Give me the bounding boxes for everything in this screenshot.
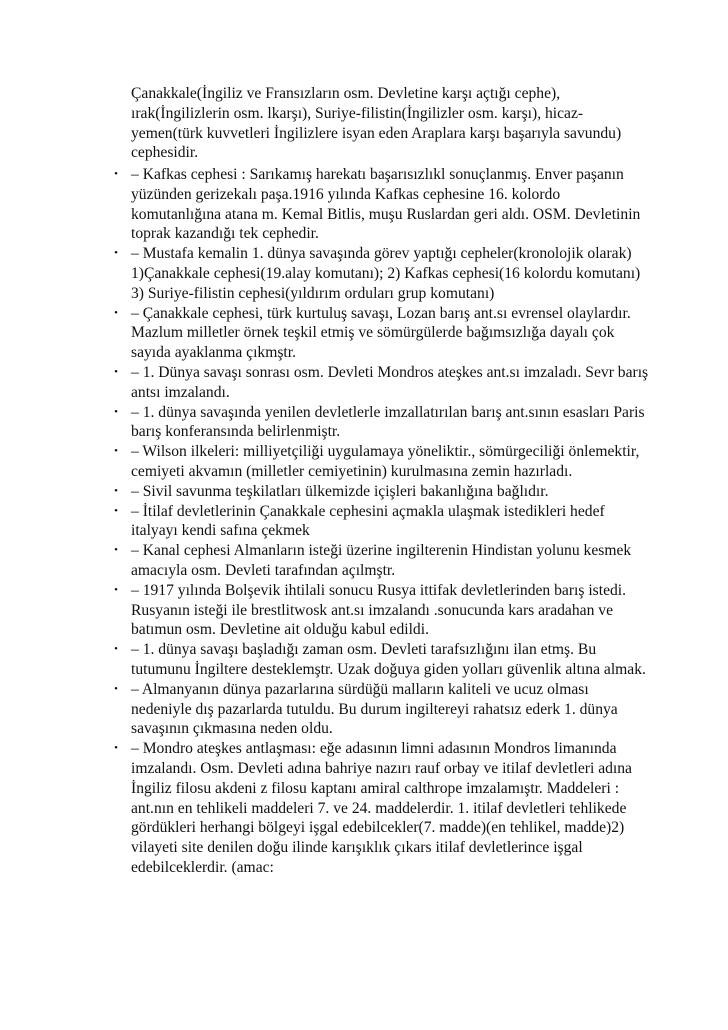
bullet-icon: • bbox=[114, 168, 118, 180]
bullet-icon: • bbox=[114, 247, 118, 260]
list-item bbox=[0, 640, 651, 680]
list-item bbox=[0, 581, 651, 640]
bullet-list bbox=[0, 165, 728, 878]
list-item-text: – İtilaf devletlerinin Çanakkale cephesini açmakla ulaşmak istedikleri hedef italyayı kendi safına çekmek bbox=[131, 502, 605, 540]
list-item bbox=[0, 244, 651, 303]
list-item bbox=[0, 739, 651, 878]
bullet-icon: • bbox=[114, 484, 118, 497]
list-item bbox=[0, 482, 651, 502]
list-item-text: – 1. dünya savaşında yenilen devletlerle imzallatırılan barış ant.sının esasları Paris barış konferansında belirlenmiştr. bbox=[131, 403, 645, 441]
bullet-icon: • bbox=[114, 306, 118, 319]
list-item-text: – Mustafa kemalin 1. dünya savaşında görev yaptığı cepheler(kronolojik olarak) 1)Çanakkale cephesi(19.alay komutanı); 2) Kafkas cephesi(16 kolordu komutanı) 3) Suriye-filistin cephesi(yıldırım orduları grup komutanı) bbox=[131, 245, 641, 302]
list-item-text: – Sivil savunma teşkilatları ülkemizde içişleri bakanlığına bağlıdır. bbox=[131, 482, 549, 500]
bullet-icon: • bbox=[114, 583, 118, 596]
list-item bbox=[0, 680, 651, 739]
list-item-text: – 1. dünya savaşı başladığı zaman osm. Devleti tarafsızlığını ilan etmş. Bu tutumunu İngiltere desteklemştr. Uzak doğuya giden yolları güvenlik altına almak. bbox=[131, 641, 646, 678]
list-item-text: – Kanal cephesi Almanların isteği üzerine ingilterenin Hindistan yolunu kesmek amacıyla osm. Devleti tarafından açılmştr. bbox=[131, 542, 632, 579]
list-item-text: – Mondro ateşkes antlaşması: eğe adasının limni adasının Mondros limanında imzalandı. Osm. Devleti adına bahriye nazırı rauf orbay ve itilaf devletleri adına İngiliz filosu akdeni z filosu kaptanı amiral calthrope imzalamıştr. Maddeleri : ant.nın en tehlikeli maddeleri 7. ve 24. maddelerdir. 1. itilaf devletleri tehlikede gördükleri herhangi bölgeyi işgal edebilcekler(7. madde)(en tehlikel, madde)2) vilayeti site denilen doğu ilinde karışıklık çıkars itilaf devletlerince işgal edebilceklerdir. (amac: bbox=[131, 740, 632, 876]
bullet-icon: • bbox=[114, 682, 118, 695]
bullet-icon: • bbox=[114, 544, 118, 557]
bullet-icon: • bbox=[114, 742, 118, 755]
list-item bbox=[0, 502, 651, 542]
list-item bbox=[0, 541, 651, 581]
list-item-text: – Kafkas cephesi : Sarıkamış harekatı başarısızlıkl sonuçlanmış. Enver paşanın yüzünden gerizekalı paşa.1916 yılında Kafkas cephesine 16. kolordo komutanlığına atana m. Kemal Bitlis, muşu Ruslardan geri aldı. OSM. Devletinin toprak kazandığı tek cephedir. bbox=[131, 166, 641, 243]
list-item bbox=[0, 442, 651, 482]
list-item-text: – Wilson ilkeleri: milliyetçiliği uygulamaya yöneliktir., sömürgeciliği önlemektir, cemiyeti akvamın (milletler cemiyetinin) kurulmasına zemin hazırladı. bbox=[131, 443, 640, 480]
bullet-icon: • bbox=[114, 643, 118, 656]
list-item-text: – 1917 yılında Bolşevik ihtilali sonucu Rusya ittifak devletlerinden barış istedi. Rusyanın isteği ile brestlitwosk ant.sı imzalandı .sonucunda kars aradahan ve batımun osm. Devletine ait olduğu kabul edildi. bbox=[131, 581, 627, 639]
list-item-text: – Almanyanın dünya pazarlarına sürdüğü malların kaliteli ve ucuz olması nedeniyle dış pazarlarda tutuldu. Bu durum ingiltereyi rahatsız ederk 1. dünya savaşının çıkmasına neden oldu. bbox=[131, 680, 618, 738]
list-item bbox=[0, 165, 651, 244]
bullet-icon: • bbox=[114, 405, 118, 418]
intro-paragraph: Çanakkale(İngiliz ve Fransızların osm. Devletine karşı açtığı cephe), ırak(İngilizlerin osm. lkarşı), Suriye-filistin(İngilizler osm. karşı), hicaz-yemen(türk kuvvetleri İngilizlere isyan eden Araplara karşı başarıyla savundu) cephesidir. bbox=[131, 85, 622, 162]
bullet-icon: • bbox=[114, 504, 118, 517]
list-item bbox=[0, 403, 651, 443]
list-item bbox=[0, 363, 651, 403]
bullet-icon: • bbox=[114, 365, 118, 378]
list-item bbox=[0, 304, 651, 363]
list-item-text: – 1. Dünya savaşı sonrası osm. Devleti Mondros ateşkes ant.sı imzaladı. Sevr barış antsı imzalandı. bbox=[131, 363, 649, 401]
list-item-text: – Çanakkale cephesi, türk kurtuluş savaşı, Lozan barış ant.sı evrensel olaylardır. Mazlum milletler örnek teşkil etmiş ve sömürgülerde bağımsızlığa dayalı çok sayıda ayaklanma çıkmştr. bbox=[131, 304, 631, 362]
bullet-icon: • bbox=[114, 445, 118, 458]
